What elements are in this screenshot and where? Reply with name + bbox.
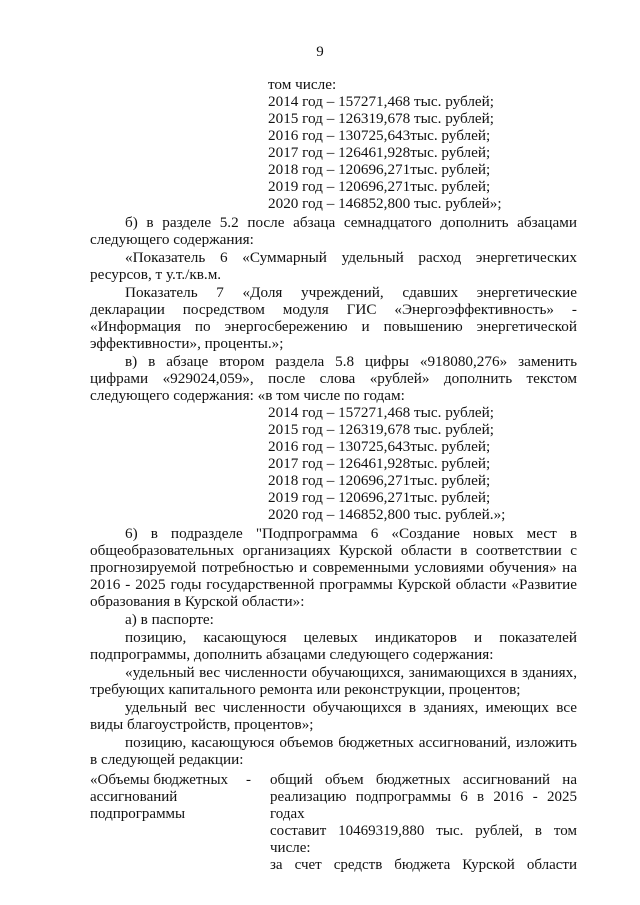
table-right-line: реализацию подпрограммы 6 в 2016 - 2025 годах: [270, 789, 577, 822]
paragraph-line: следующего содержания: «в том числе по годам:: [90, 387, 405, 404]
table-left-line: ассигнований: [90, 789, 178, 805]
block2-year-line: 2017 год – 126461,928тыс. рублей;: [268, 455, 491, 472]
paragraph-line: удельный вес численности обучающихся в зданиях, имеющих все: [125, 699, 577, 716]
paragraph-line: эффективности», проценты.»;: [90, 335, 284, 352]
block1-year-line: 2018 год – 120696,271тыс. рублей;: [268, 161, 491, 178]
paragraph-line: Показатель 7 «Доля учреждений, сдавших энергетические: [125, 284, 577, 301]
paragraph-line: образования в Курской области»:: [90, 593, 305, 610]
block2-year-line: 2015 год – 126319,678 тыс. рублей;: [268, 421, 495, 438]
table-left-line: подпрограммы: [90, 806, 186, 822]
table-left-column: [90, 772, 250, 823]
table-right-column: [270, 772, 577, 874]
paragraph-line: прогнозируемой потребностью и современными условиями обучения» на: [90, 559, 577, 576]
paragraph-line: подпрограммы, дополнить абзацами следующего содержания:: [90, 646, 494, 663]
table-right-line: составит 10469319,880 тыс. рублей, в том числе:: [270, 823, 577, 856]
paragraph-line: следующего содержания:: [90, 231, 254, 248]
paragraph-line: позицию, касающуюся целевых индикаторов и показателей: [125, 629, 577, 646]
block2-year-line: 2019 год – 120696,271тыс. рублей;: [268, 489, 491, 506]
block2-year-line: 2016 год – 130725,643тыс. рублей;: [268, 438, 491, 455]
block1-lead: том числе:: [268, 76, 337, 93]
paragraph-line: позицию, касающуюся объемов бюджетных ассигнований, изложить: [125, 734, 577, 751]
paragraph-line: в следующей редакции:: [90, 751, 244, 768]
paragraph-line: 6) в подразделе "Подпрограмма 6 «Создание новых мест в: [125, 525, 577, 542]
block2-year-line: 2020 год – 146852,800 тыс. рублей.»;: [268, 506, 506, 523]
paragraph-line: декларации посредством модуля ГИС «Энергоэффективность» -: [90, 301, 577, 318]
page-number: 9: [316, 44, 324, 60]
block2-year-line: 2018 год – 120696,271тыс. рублей;: [268, 472, 491, 489]
block1-year-line: 2014 год – 157271,468 тыс. рублей;: [268, 93, 495, 110]
table-right-line: общий объем бюджетных ассигнований на: [270, 772, 577, 788]
paragraph-line: цифрами «929024,059», после слова «рублей» дополнить текстом: [90, 370, 577, 387]
paragraph-line: «Информация по энергосбережению и повышению энергетической: [90, 318, 577, 335]
table-dash: -: [246, 772, 251, 788]
block1-year-line: 2017 год – 126461,928тыс. рублей;: [268, 144, 491, 161]
block1-year-line: 2019 год – 120696,271тыс. рублей;: [268, 178, 491, 195]
table-left-line: «Объемы бюджетных: [90, 772, 229, 788]
block1-year-line: 2015 год – 126319,678 тыс. рублей;: [268, 110, 495, 127]
paragraph-line: виды благоустройств, процентов»;: [90, 716, 314, 733]
paragraph-line: а) в паспорте:: [125, 611, 214, 628]
paragraph-line: общеобразовательных организациях Курской области в соответствии с: [90, 542, 577, 559]
block1-year-line: 2016 год – 130725,643тыс. рублей;: [268, 127, 491, 144]
block2-year-line: 2014 год – 157271,468 тыс. рублей;: [268, 404, 495, 421]
paragraph-line: ресурсов, т у.т./кв.м.: [90, 266, 222, 283]
block1-year-line: 2020 год – 146852,800 тыс. рублей»;: [268, 195, 502, 212]
paragraph-line: 2016 - 2025 годы государственной программы Курской области «Развитие: [90, 576, 577, 593]
paragraph-line: требующих капитального ремонта или реконструкции, процентов;: [90, 681, 521, 698]
paragraph-line: в) в абзаце втором раздела 5.8 цифры «918080,276» заменить: [125, 353, 577, 370]
table-right-line: за счет средств бюджета Курской области: [270, 857, 577, 873]
paragraph-line: «Показатель 6 «Суммарный удельный расход энергетических: [125, 249, 577, 266]
paragraph-line: б) в разделе 5.2 после абзаца семнадцатого дополнить абзацами: [125, 214, 577, 231]
paragraph-line: «удельный вес численности обучающихся, занимающихся в зданиях,: [125, 664, 577, 681]
